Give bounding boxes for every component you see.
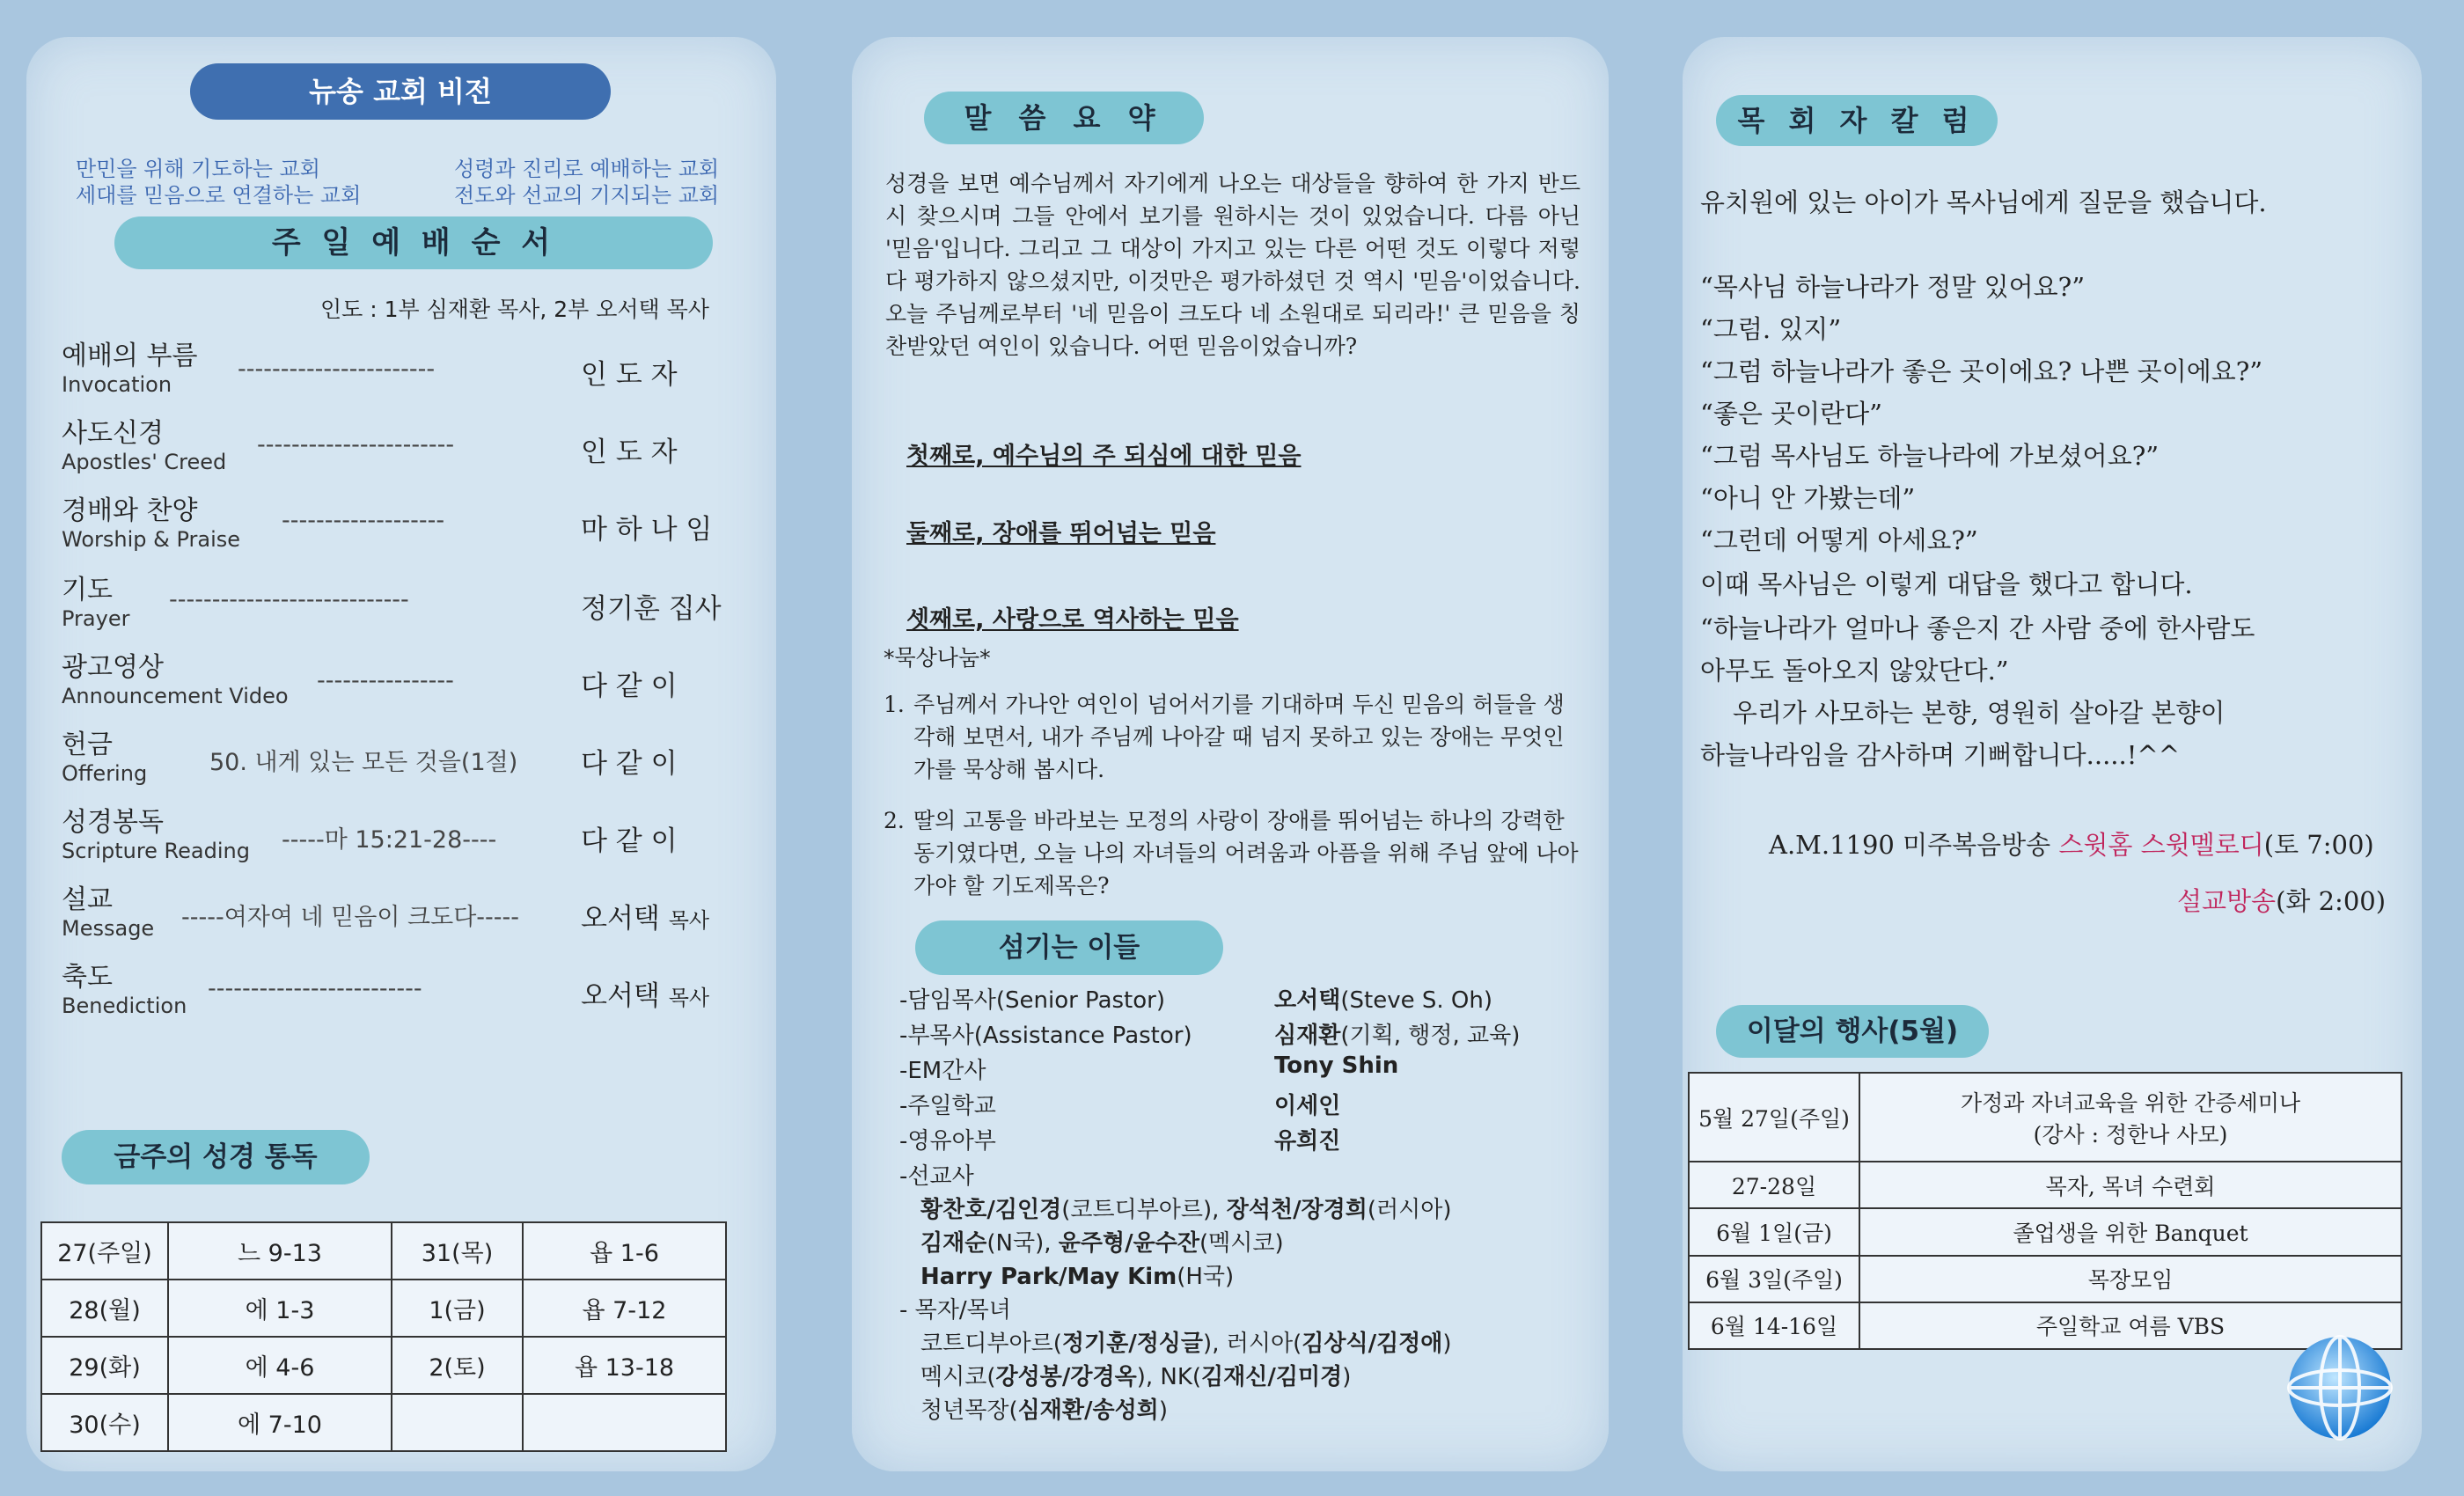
message-title: -----여자여 네 믿음이 크도다----- xyxy=(181,904,519,931)
staff-role: -EM간사 xyxy=(899,1058,986,1084)
left-panel xyxy=(26,37,776,1471)
staff-name: 유희진 xyxy=(1274,1128,1341,1155)
order-item: 기도 Prayer xyxy=(62,575,130,631)
missionary-line: 김재순(N국), 윤주형/윤수잔(멕시코) xyxy=(920,1230,1284,1257)
radio-line: A.M.1190 미주복음방송 스윗홈 스윗멜로디(토 7:00) xyxy=(1769,830,2374,860)
missionary-label: -선교사 xyxy=(899,1163,974,1190)
shepherd-label: - 목자/목녀 xyxy=(899,1297,1011,1324)
order-item-leader: 다 같 이 xyxy=(581,748,678,780)
vision-line: 전도와 선교의 기지되는 교회 xyxy=(454,183,720,208)
column-line: 이때 목사님은 이렇게 대답을 했다고 합니다. xyxy=(1700,569,2193,599)
missionary-line: Harry Park/May Kim(H국) xyxy=(920,1264,1235,1290)
church-logo-icon xyxy=(2274,1331,2406,1445)
meditation-label: *묵상나눔* xyxy=(884,645,991,671)
events-title: 이달의 행사(5월) xyxy=(1716,1005,1989,1058)
table-row: 29(화) 에 4-6 2(토) 욥 13-18 xyxy=(41,1337,726,1394)
order-title: 주 일 예 배 순 서 xyxy=(114,216,713,269)
staff-name: 오서택(Steve S. Oh) xyxy=(1274,987,1492,1014)
shepherd-line: 청년목장(심재환/송성희) xyxy=(920,1397,1168,1424)
order-item-dashes: ------------------------- xyxy=(208,975,422,1002)
column-line: “아니 안 가봤는데” xyxy=(1700,483,1916,513)
order-item-leader: 인 도 자 xyxy=(581,436,678,468)
order-item: 광고영상 Announcement Video xyxy=(62,652,289,708)
column-line: “하늘나라가 얼마나 좋은지 간 사람 중에 한사람도 xyxy=(1700,613,2255,643)
order-item: 성경봉독 Scripture Reading xyxy=(62,807,250,863)
order-item: 경배와 찬양 Worship & Praise xyxy=(62,495,241,552)
right-panel xyxy=(1683,37,2422,1471)
order-item-dashes: ----------------------- xyxy=(238,356,436,383)
order-item-leader: 오서택 목사 xyxy=(581,903,710,935)
offering-hymn: 50. 내게 있는 모든 것을(1절) xyxy=(209,749,518,776)
sermon-point: 첫째로, 예수님의 주 되심에 대한 믿음 xyxy=(906,443,1302,470)
sermon-broadcast-line: 설교방송(화 2:00) xyxy=(2177,886,2387,916)
column-line: “목사님 하늘나라가 정말 있어요?” xyxy=(1700,272,2086,302)
order-item: 헌금 Offering xyxy=(62,730,148,786)
column-line: 하늘나라임을 감사하며 기뻐합니다.....!^^ xyxy=(1700,740,2180,770)
table-row: 27(주일) 느 9-13 31(목) 욥 1-6 xyxy=(41,1222,726,1280)
vision-title: 뉴송 교회 비전 xyxy=(190,63,611,120)
order-item: 예배의 부름 Invocation xyxy=(62,341,198,397)
staff-role: -주일학교 xyxy=(899,1093,996,1119)
table-row: 30(수) 에 7-10 xyxy=(41,1394,726,1451)
reading-title: 금주의 성경 통독 xyxy=(62,1130,370,1184)
staff-name: 이세인 xyxy=(1274,1093,1341,1119)
column-line: 우리가 사모하는 본향, 영원히 살아갈 본향이 xyxy=(1700,698,2226,728)
table-row: 6월 1일(금) 졸업생을 위한 Banquet xyxy=(1689,1208,2402,1255)
order-item-leader: 인 도 자 xyxy=(581,359,678,391)
sermon-summary-text: 성경을 보면 예수님께서 자기에게 나오는 대상들을 향하여 한 가지 반드시 찾으시며 그들 안에서 보기를 원하시는 것이 있었습니다. 다름 아닌 '믿음'입니다. 그리고 그 대상이 가지고 있는 다른 어떤 것도 이렇다 저렇다 평가하지 않으셨지만, 이것만은 평가하셨던 것 역시 '믿음'이었습니다. 오늘 주님께로부터 '네 믿음이 크도다 네 소원대로 되리라!' 큰 믿음을 칭찬받았던 여인이 있습니다. 어떤 믿음이었습니까? xyxy=(885,171,1580,359)
staff-role: -영유아부 xyxy=(899,1128,996,1155)
order-item-dashes: ------------------- xyxy=(282,507,445,534)
staff-name: 심재환(기획, 행정, 교육) xyxy=(1274,1023,1521,1049)
column-line: “그럼 목사님도 하늘나라에 가보셨어요?” xyxy=(1700,441,2160,471)
order-item-leader: 정기훈 집사 xyxy=(581,593,722,625)
pastor-column-title: 목 회 자 칼 럼 xyxy=(1716,95,1998,146)
order-item-dashes: ---------------- xyxy=(317,667,454,694)
middle-panel xyxy=(852,37,1609,1471)
staff-role: -담임목사(Senior Pastor) xyxy=(899,987,1165,1014)
staff-role: -부목사(Assistance Pastor) xyxy=(899,1023,1192,1049)
column-line: “그런데 어떻게 아세요?” xyxy=(1700,525,1978,555)
events-table xyxy=(1688,1072,2402,1350)
table-row: 6월 14-16일 주일학교 여름 VBS xyxy=(1689,1302,2402,1349)
staff-title: 섬기는 이들 xyxy=(915,920,1223,975)
column-line: “좋은 곳이란다” xyxy=(1700,399,1882,429)
vision-line: 만민을 위해 기도하는 교회 xyxy=(76,157,320,181)
table-row: 6월 3일(주일) 목장모임 xyxy=(1689,1256,2402,1302)
order-item: 사도신경 Apostles' Creed xyxy=(62,418,227,474)
order-item-leader: 다 같 이 xyxy=(581,825,678,857)
shepherd-line: 멕시코(강성봉/강경옥), NK(김재신/김미경) xyxy=(920,1364,1352,1390)
vision-line: 성령과 진리로 예배하는 교회 xyxy=(454,157,720,181)
sermon-point: 셋째로, 사랑으로 역사하는 믿음 xyxy=(906,606,1239,634)
table-row: 5월 27일(주일) 가정과 자녀교육을 위한 간증세미나 (강사 : 정한나 사모) xyxy=(1689,1073,2402,1162)
table-row: 28(월) 에 1-3 1(금) 욥 7-12 xyxy=(41,1280,726,1337)
staff-name: Tony Shin xyxy=(1274,1052,1399,1079)
column-line: “그럼 하늘나라가 좋은 곳이에요? 나쁜 곳이에요?” xyxy=(1700,356,2263,386)
column-line: “그럼. 있지” xyxy=(1700,314,1842,344)
order-item-dashes: ----------------------- xyxy=(257,431,455,458)
sermon-point: 둘째로, 장애를 뛰어넘는 믿음 xyxy=(906,520,1216,547)
order-item-dashes: ---------------------------- xyxy=(169,586,409,613)
meditation-question: 2. 딸의 고통을 바라보는 모정의 사랑이 장애를 뛰어넘는 하나의 강력한 동기였다면, 오늘 나의 자녀들의 어려움과 아픔을 위해 주님 앞에 나아가야 할 기도제목은? xyxy=(884,808,1579,898)
leader-line: 인도 : 1부 심재환 목사, 2부 오서택 목사 xyxy=(320,297,709,322)
order-item-leader: 오서택 목사 xyxy=(581,980,710,1012)
missionary-line: 황찬호/김인경(코트디부아르), 장석천/장경희(러시아) xyxy=(920,1197,1452,1223)
scripture-ref: -----마 15:21-28---- xyxy=(282,826,497,854)
order-item-leader: 마 하 나 임 xyxy=(581,514,713,546)
vision-line: 세대를 믿음으로 연결하는 교회 xyxy=(76,183,362,208)
order-item: 축도 Benediction xyxy=(62,962,187,1018)
order-item: 설교 Message xyxy=(62,884,155,941)
column-line: 아무도 돌아오지 않았단다.” xyxy=(1700,656,2009,686)
order-item-leader: 다 같 이 xyxy=(581,671,678,702)
sermon-summary-title: 말 씀 요 약 xyxy=(924,92,1204,144)
column-line: 유치원에 있는 아이가 목사님에게 질문을 했습니다. xyxy=(1700,187,2267,217)
shepherd-line: 코트디부아르(정기훈/정싱글), 러시아(김상식/김정애) xyxy=(920,1331,1452,1357)
meditation-question: 1. 주님께서 가나안 여인이 넘어서기를 기대하며 두신 믿음의 허들을 생각해 보면서, 내가 주님께 나아갈 때 넘지 못하고 있는 장애는 무엇인가를 묵상해 봅시다. xyxy=(884,692,1565,782)
table-row: 27-28일 목자, 목녀 수련회 xyxy=(1689,1162,2402,1208)
bible-reading-table xyxy=(40,1221,727,1452)
